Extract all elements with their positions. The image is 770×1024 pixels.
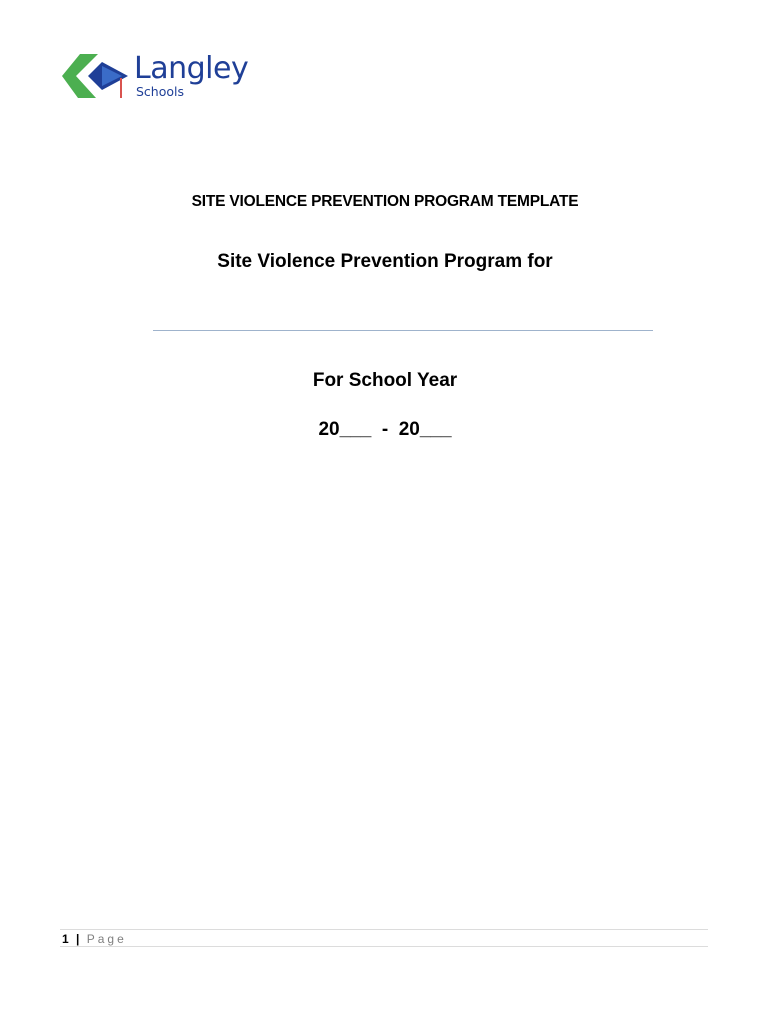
document-heading: SITE VIOLENCE PREVENTION PROGRAM TEMPLATE (191, 193, 579, 210)
footer-bottom-rule (60, 946, 708, 947)
site-name-blank-line (153, 330, 653, 331)
logo-wordmark: Langley (134, 51, 249, 86)
page-label: Page (86, 932, 127, 946)
logo-subtitle: Schools (136, 84, 185, 99)
page-separator: | (76, 932, 80, 946)
page-footer (62, 932, 127, 946)
footer-top-rule (60, 929, 708, 930)
school-year-label: For School Year (312, 370, 458, 391)
page-number: 1 (62, 932, 69, 946)
school-year-range: 20___ - 20___ (318, 419, 452, 440)
langley-schools-logo (62, 52, 247, 108)
logo-mark-icon (62, 52, 134, 108)
program-for-title: Site Violence Prevention Program for (217, 251, 553, 272)
